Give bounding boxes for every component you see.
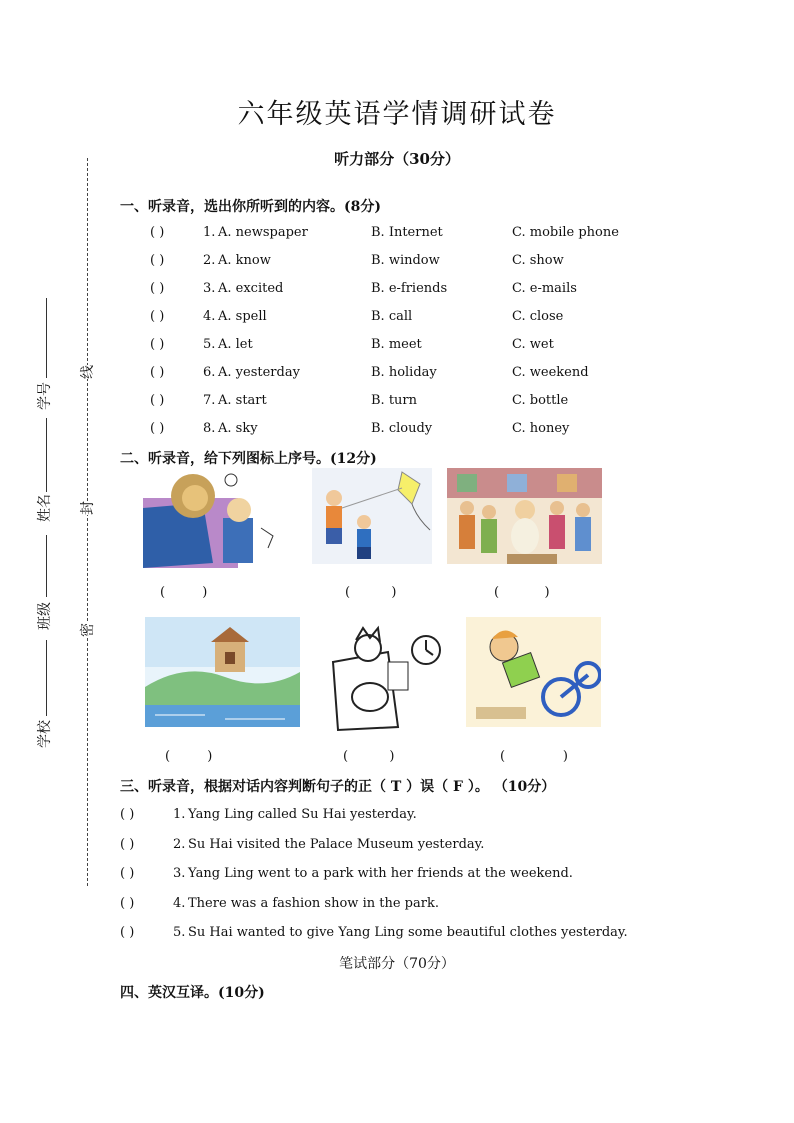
statement-text: Yang Ling went to a park with her friends at the weekend. [188, 866, 573, 881]
seal-mi-label: 密 [77, 623, 97, 637]
answer-blank-pic4[interactable]: ( ) [165, 749, 213, 764]
answer-blank[interactable]: ( ) [120, 836, 135, 852]
section4-heading: 四、英汉互译。(10分) [120, 985, 265, 1001]
option-a: A. excited [218, 281, 284, 296]
option-c: C. weekend [512, 365, 589, 380]
seal-xian-label: 线 [77, 365, 97, 379]
answer-blank[interactable]: ( ) [120, 925, 135, 940]
sidebar-class-label: 班级 [37, 602, 53, 630]
class-blank-line [46, 535, 47, 597]
listening-header: 听力部分（30分） [334, 150, 460, 168]
picture-lion-phone [143, 468, 278, 568]
written-header: 笔试部分（70分） [339, 956, 455, 972]
sidebar-school-label: 学校 [37, 720, 53, 748]
item-number: 5. [173, 925, 186, 940]
binding-dashed-line [87, 158, 88, 886]
item-number: 4. [173, 895, 186, 911]
item-number: 2. [203, 253, 216, 268]
seal-feng-label: 封 [77, 501, 97, 515]
item-number: 7. [203, 393, 216, 408]
picture-fashion-show [447, 468, 602, 564]
answer-blank-pic6[interactable]: ( ) [500, 749, 568, 764]
option-b: B. call [371, 309, 413, 324]
option-a: A. spell [218, 309, 267, 324]
section3-heading: 三、听录音，根据对话内容判断句子的正（ T ）误（ F ）。 （10分） [120, 779, 556, 795]
option-b: B. Internet [371, 225, 443, 240]
option-b: B. e-friends [371, 281, 448, 296]
option-b: B. window [371, 253, 440, 268]
answer-blank[interactable]: ( ) [120, 895, 135, 911]
section1-heading: 一、听录音，选出你所听到的内容。(8分) [120, 199, 381, 215]
item-number: 3. [173, 866, 186, 881]
option-c: C. close [512, 309, 564, 324]
school-blank-line [46, 640, 47, 716]
answer-blank[interactable]: ( ) [150, 393, 165, 408]
sidebar-name-label: 姓名 [37, 494, 53, 522]
answer-blank[interactable]: ( ) [120, 807, 135, 822]
statement-text: There was a fashion show in the park. [188, 895, 439, 911]
option-b: B. holiday [371, 365, 437, 380]
option-b: B. cloudy [371, 421, 433, 436]
option-a: A. let [218, 337, 253, 352]
option-a: A. start [218, 393, 267, 408]
item-number: 1. [203, 225, 216, 240]
option-c: C. wet [512, 337, 554, 352]
picture-boy-bicycle [466, 617, 601, 727]
option-c: C. honey [512, 421, 570, 436]
item-number: 4. [203, 309, 216, 324]
option-b: B. meet [371, 337, 422, 352]
option-a: A. newspaper [218, 225, 308, 240]
answer-blank[interactable]: ( ) [150, 309, 165, 324]
page-title: 六年级英语学情调研试卷 [237, 99, 557, 130]
answer-blank[interactable]: ( ) [150, 253, 165, 268]
option-a: A. know [218, 253, 271, 268]
item-number: 8. [203, 421, 216, 436]
picture-kids-kite [312, 468, 432, 564]
option-c: C. e-mails [512, 281, 577, 296]
number-blank-line [46, 298, 47, 378]
item-number: 1. [173, 807, 186, 822]
answer-blank-pic2[interactable]: ( ) [345, 585, 397, 600]
answer-blank[interactable]: ( ) [150, 225, 165, 240]
picture-boy-clock [328, 622, 443, 732]
answer-blank-pic5[interactable]: ( ) [343, 749, 395, 764]
answer-blank-pic1[interactable]: ( ) [160, 585, 208, 600]
statement-text: Yang Ling called Su Hai yesterday. [188, 807, 417, 822]
picture-palace-lake [145, 617, 300, 727]
answer-blank[interactable]: ( ) [150, 421, 165, 436]
option-c: C. mobile phone [512, 225, 619, 240]
answer-blank[interactable]: ( ) [150, 365, 165, 380]
item-number: 5. [203, 337, 216, 352]
answer-blank[interactable]: ( ) [150, 281, 165, 296]
option-a: A. yesterday [218, 365, 300, 380]
item-number: 3. [203, 281, 216, 296]
statement-text: Su Hai visited the Palace Museum yesterday. [188, 836, 485, 852]
sidebar-number-label: 学号 [37, 382, 53, 410]
item-number: 6. [203, 365, 216, 380]
option-b: B. turn [371, 393, 418, 408]
statement-text: Su Hai wanted to give Yang Ling some beautiful clothes yesterday. [188, 925, 628, 940]
item-number: 2. [173, 836, 186, 852]
answer-blank[interactable]: ( ) [120, 866, 135, 881]
option-c: C. bottle [512, 393, 569, 408]
name-blank-line [46, 418, 47, 492]
section2-heading: 二、听录音，给下列图标上序号。(12分) [120, 451, 377, 467]
option-c: C. show [512, 253, 564, 268]
option-a: A. sky [218, 421, 258, 436]
answer-blank[interactable]: ( ) [150, 337, 165, 352]
answer-blank-pic3[interactable]: ( ) [494, 585, 550, 600]
